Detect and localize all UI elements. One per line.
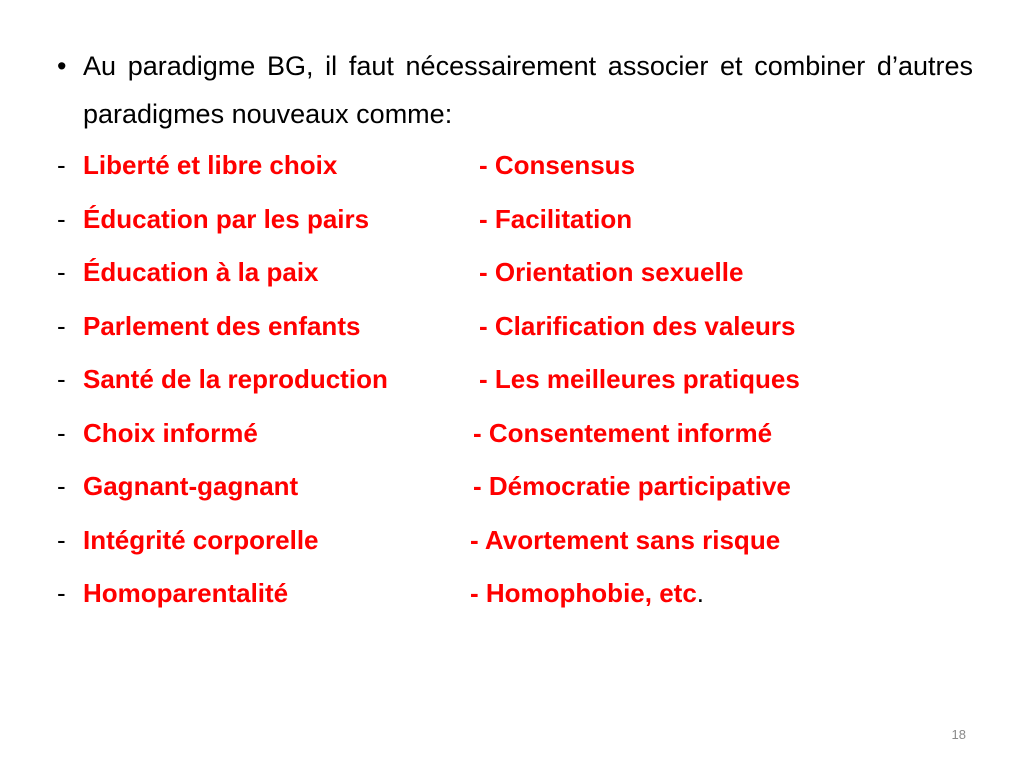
right-term-text: - Facilitation xyxy=(479,203,633,234)
intro-bullet xyxy=(57,42,973,138)
trailing-period: . xyxy=(696,578,705,608)
right-term xyxy=(479,139,635,193)
left-term: Parlement des enfants xyxy=(83,310,361,341)
right-term xyxy=(479,300,795,354)
left-term: Homoparentalité xyxy=(83,578,289,608)
dash-marker: - xyxy=(57,524,66,555)
left-term: Santé de la reproduction xyxy=(83,364,388,394)
left-term: Liberté et libre choix xyxy=(83,150,338,180)
dash-marker: - xyxy=(57,150,66,180)
right-term-text: - Avortement sans risque xyxy=(470,524,781,555)
right-term-text: - Homophobie, etc xyxy=(470,578,697,608)
left-term: Choix informé xyxy=(83,417,258,448)
left-term: Éducation par les pairs xyxy=(83,203,370,234)
left-term: Gagnant-gagnant xyxy=(83,471,299,501)
right-term-text: - Clarification des valeurs xyxy=(479,310,796,341)
intro-text: Au paradigme BG, il faut nécessairement associer et combiner d’autres paradigmes nouveaux comme: xyxy=(83,51,973,129)
right-term-text: - Consensus xyxy=(479,150,636,180)
left-term: Éducation à la paix xyxy=(83,257,319,287)
dash-marker: - xyxy=(57,471,66,501)
right-term-text: - Consentement informé xyxy=(473,417,773,448)
right-term xyxy=(479,246,743,300)
dash-marker: - xyxy=(57,364,66,394)
right-term xyxy=(473,407,772,461)
right-term-text: - Démocratie participative xyxy=(473,471,791,501)
dash-marker: - xyxy=(57,203,66,234)
right-term xyxy=(479,193,632,247)
dash-marker: - xyxy=(57,257,66,287)
right-term-text: - Les meilleures pratiques xyxy=(479,364,800,394)
right-term xyxy=(470,514,780,568)
dash-marker: - xyxy=(57,310,66,341)
right-term xyxy=(470,567,704,621)
right-term xyxy=(473,460,791,514)
page-number: 18 xyxy=(951,727,966,742)
right-term-text: - Orientation sexuelle xyxy=(479,257,744,287)
dash-marker: - xyxy=(57,417,66,448)
dash-marker: - xyxy=(57,578,66,608)
left-term: Intégrité corporelle xyxy=(83,524,319,555)
right-term xyxy=(479,353,800,407)
bullet-dot-icon: • xyxy=(57,51,67,81)
